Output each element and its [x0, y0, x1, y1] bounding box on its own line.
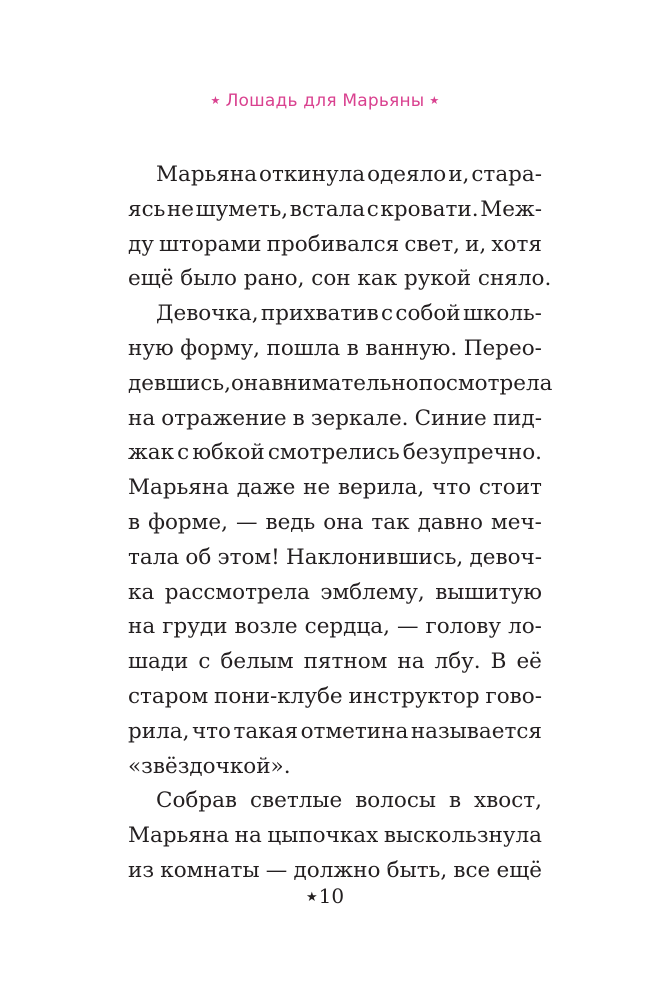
text-line — [128, 680, 542, 715]
word: на — [397, 649, 425, 675]
word: пид- — [492, 405, 542, 431]
star-icon: ★ — [429, 94, 440, 107]
word: Меж- — [480, 196, 542, 222]
text-line — [128, 645, 542, 680]
paragraph — [128, 297, 553, 784]
text-line — [128, 402, 542, 437]
word: ка — [128, 579, 155, 605]
word: меч- — [491, 509, 542, 535]
word: пятном — [303, 649, 388, 675]
word: лбу. — [434, 649, 481, 675]
word: об — [185, 544, 212, 570]
text-line — [128, 471, 542, 506]
page-number — [0, 884, 650, 908]
word: даже — [236, 475, 296, 501]
text-line — [128, 576, 542, 611]
word: ло- — [508, 614, 542, 640]
word: зеркале. — [310, 405, 409, 431]
word: — — [396, 614, 419, 640]
word: ванную. — [365, 335, 458, 361]
word: не — [303, 475, 331, 501]
word: называется — [410, 718, 542, 744]
word: так — [371, 509, 410, 535]
word: шади — [128, 649, 189, 675]
word: тала — [128, 544, 180, 570]
word: инструктор — [348, 683, 480, 709]
word: внимательно — [271, 370, 419, 396]
word: сердца, — [304, 614, 390, 640]
word: Наклонившись, — [286, 544, 464, 570]
text-line — [128, 228, 542, 263]
word: её — [516, 649, 542, 675]
word: девшись, — [128, 370, 231, 396]
word: стара- — [471, 162, 542, 187]
text-line — [128, 332, 542, 367]
word: давно — [417, 509, 483, 535]
word: пошла — [266, 335, 341, 361]
word: с — [366, 196, 379, 222]
word: и, — [465, 231, 487, 257]
word: она — [230, 370, 272, 396]
word: этом! — [217, 544, 280, 570]
word: возле — [234, 614, 298, 640]
word: гово- — [485, 683, 542, 709]
word: она — [323, 509, 364, 535]
text-line — [128, 819, 542, 854]
word: хвост, — [474, 788, 542, 814]
word: рассмотрела — [164, 579, 310, 605]
word: светлые — [249, 788, 343, 814]
word: с — [177, 440, 190, 466]
word: в — [448, 788, 462, 814]
word: такая — [233, 718, 299, 744]
word: — — [265, 857, 288, 883]
word: форму, — [180, 335, 260, 361]
text-line — [128, 367, 553, 402]
word: голову — [425, 614, 502, 640]
word: юбкой — [192, 440, 265, 466]
text-line: ещё было рано, сон как рукой сняло. — [128, 266, 552, 292]
word: собой — [395, 301, 461, 327]
text-line — [128, 436, 542, 471]
word: ду — [128, 231, 154, 257]
word: верила, — [337, 475, 425, 501]
word: должно — [293, 857, 381, 883]
star-icon: ★ — [210, 94, 221, 107]
word: ную — [128, 335, 174, 361]
word: все — [453, 857, 491, 883]
word: свет, — [404, 231, 460, 257]
word: пони-клубе — [214, 683, 343, 709]
word: посмотрела — [418, 370, 553, 396]
running-header — [0, 91, 650, 111]
word: в — [128, 509, 141, 535]
word: комнаты — [160, 857, 260, 883]
word: В — [490, 649, 507, 675]
word: на — [128, 405, 156, 431]
text-line: «звёздочкой». — [128, 753, 291, 779]
word: Синие — [414, 405, 487, 431]
word: встала — [289, 196, 366, 222]
word: груди — [162, 614, 228, 640]
word: белым — [220, 649, 294, 675]
word: пробивался — [266, 231, 400, 257]
word: ясь — [128, 196, 166, 222]
text-line — [128, 541, 542, 576]
text-line — [128, 506, 542, 541]
word: кровати. — [380, 196, 479, 222]
word: из — [128, 857, 155, 883]
word: Марьяна — [128, 475, 230, 501]
word: шуметь, — [195, 196, 289, 222]
word: старом — [128, 683, 209, 709]
running-header-title: Лошадь для Марьяны — [225, 91, 425, 111]
text-line — [128, 193, 542, 228]
word: вышитую — [435, 579, 542, 605]
word: Марьяна — [128, 823, 230, 849]
word: цыпочках — [267, 823, 379, 849]
word: школь- — [462, 301, 542, 327]
word: форме, — [148, 509, 228, 535]
text-line — [128, 715, 542, 750]
word: девоч- — [469, 544, 542, 570]
word: одеяло — [367, 162, 447, 187]
word: откинула — [259, 162, 366, 187]
word: быть, — [386, 857, 448, 883]
word: ещё — [496, 857, 542, 883]
text-line — [128, 158, 542, 193]
word: выскользнула — [383, 823, 542, 849]
text-line — [128, 297, 542, 332]
word: с — [381, 301, 394, 327]
page-number-value: 10 — [318, 884, 345, 908]
text-line — [128, 784, 542, 819]
word: Марьяна — [156, 162, 258, 187]
word: на — [128, 614, 156, 640]
body-text — [128, 158, 553, 889]
word: безупречно. — [402, 440, 542, 466]
word: рила, — [128, 718, 190, 744]
word: отметина — [300, 718, 409, 744]
word: и, — [448, 162, 470, 187]
word: что — [191, 718, 231, 744]
word: хотя — [491, 231, 542, 257]
word: стоит — [478, 475, 542, 501]
word: эмблему, — [320, 579, 425, 605]
word: ведь — [265, 509, 316, 535]
word: волосы — [355, 788, 437, 814]
word: не — [166, 196, 194, 222]
word: отражение — [161, 405, 287, 431]
word: Собрав — [156, 788, 238, 814]
word: смотрелись — [267, 440, 400, 466]
word: прихватив — [260, 301, 379, 327]
word: шторами — [159, 231, 262, 257]
word: — — [235, 509, 258, 535]
word: что — [432, 475, 472, 501]
text-line — [128, 610, 542, 645]
word: на — [234, 823, 262, 849]
paragraph — [128, 784, 542, 888]
word: с — [198, 649, 211, 675]
word: жак — [128, 440, 175, 466]
word: в — [346, 335, 359, 361]
paragraph — [128, 158, 552, 297]
star-icon: ★ — [305, 890, 318, 905]
word: Девочка, — [156, 301, 259, 327]
word: в — [292, 405, 305, 431]
word: Перео- — [463, 335, 542, 361]
